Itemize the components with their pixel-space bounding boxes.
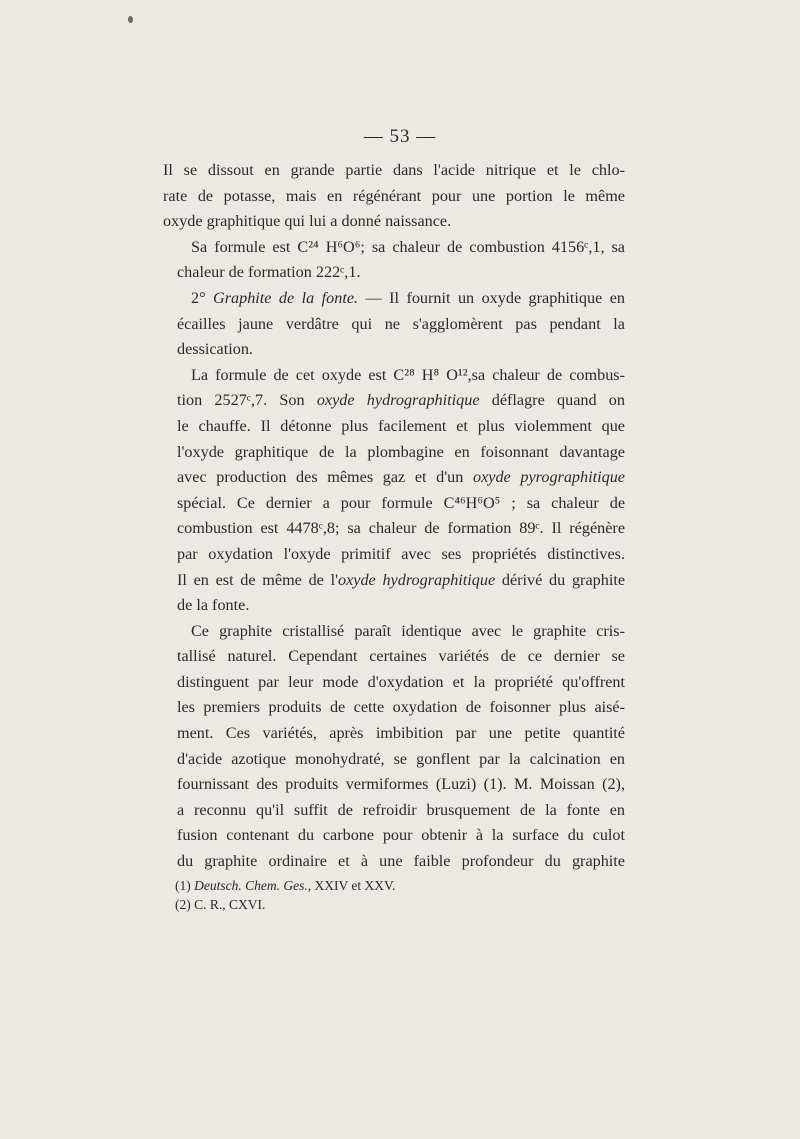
- text-line: chaleur de formation 222ᶜ,1.: [177, 263, 361, 282]
- text-line: fusion contenant du carbone pour obtenir à la surface du culot: [177, 826, 625, 845]
- paragraph: [163, 619, 625, 875]
- text-line: a reconnu qu'il suffit de refroidir brusquement de la fonte en: [177, 800, 625, 819]
- text-line: d'acide azotique monohydraté, se gonflent par la calcination en: [177, 749, 625, 768]
- text-line: Ce graphite cristallisé paraît identique avec le graphite cris-: [191, 621, 625, 640]
- text-line: par oxydation l'oxyde primitif avec ses propriétés distinctives.: [177, 544, 625, 563]
- text-line: Il en est de même de l'oxyde hydrographitique dérivé du graphite: [177, 570, 626, 589]
- footnote: (1) Deutsch. Chem. Ges., XXIV et XXV.: [175, 878, 396, 893]
- text-line: le chauffe. Il détonne plus facilement et plus violemment que: [177, 416, 625, 435]
- text-line: écailles jaune verdâtre qui ne s'agglomèrent pas pendant la: [177, 314, 625, 333]
- text-line: dessication.: [177, 340, 253, 359]
- page-number: — 53 —: [363, 126, 437, 147]
- text-line: distinguent par leur mode d'oxydation et la propriété qu'offrent: [177, 672, 625, 691]
- text-line: tion 2527ᶜ,7. Son oxyde hydrographitique déflagre quand on: [177, 391, 625, 410]
- ink-speck: [128, 16, 133, 23]
- text-line: fournissant des produits vermiformes (Luzi) (1). M. Moissan (2),: [177, 775, 625, 794]
- text-line: rate de potasse, mais en régénérant pour une portion le même: [163, 186, 625, 205]
- paragraph: [163, 286, 625, 363]
- text-line: combustion est 4478ᶜ,8; sa chaleur de formation 89ᶜ. Il régénère: [177, 519, 625, 538]
- paragraph: [163, 158, 625, 235]
- body-text: [163, 158, 625, 875]
- text-line: La formule de cet oxyde est C²⁸ H⁸ O¹²,sa chaleur de combus-: [191, 365, 625, 384]
- text-line: Sa formule est C²⁴ H⁶O⁶; sa chaleur de combustion 4156ᶜ,1, sa: [191, 237, 625, 256]
- text-line: Il se dissout en grande partie dans l'acide nitrique et le chlo-: [163, 161, 625, 179]
- text-line: spécial. Ce dernier a pour formule C⁴⁶H⁶O⁵ ; sa chaleur de: [177, 493, 625, 512]
- text-line: les premiers produits de cette oxydation de foisonner plus aisé-: [177, 698, 625, 717]
- text-line: de la fonte.: [177, 596, 250, 615]
- text-line: du graphite ordinaire et à une faible profondeur du graphite: [177, 852, 625, 871]
- paragraph: [163, 235, 625, 286]
- text-line: l'oxyde graphitique de la plombagine en foisonnant davantage: [177, 442, 625, 461]
- text-line: 2° Graphite de la fonte. — Il fournit un oxyde graphitique en: [191, 288, 625, 307]
- footnote: (2) C. R., CXVI.: [175, 897, 266, 912]
- text-line: tallisé naturel. Cependant certaines variétés de ce dernier se: [177, 647, 625, 666]
- text-line: ment. Ces variétés, après imbibition par une petite quantité: [177, 724, 625, 743]
- text-line: avec production des mêmes gaz et d'un oxyde pyrographitique: [177, 468, 625, 487]
- paragraph: [163, 363, 625, 619]
- text-line: oxyde graphitique qui lui a donné naissance.: [163, 212, 452, 231]
- footnotes: [175, 876, 595, 914]
